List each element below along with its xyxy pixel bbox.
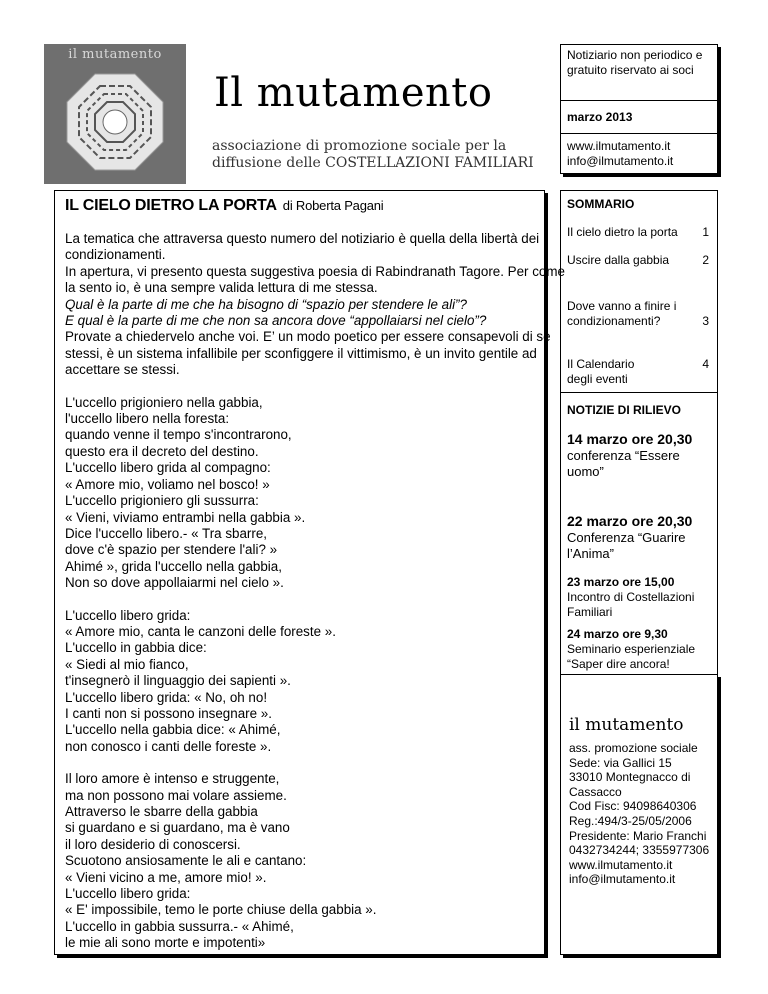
news-item-text: Incontro di Costellazioni Familiari [567,590,695,619]
toc-item-page: 4 [702,357,709,371]
info-line: ass. promozione sociale [569,741,698,755]
text-line: Provate a chiedervelo anche voi. E’ un modo poetico per essere consapevoli di se [65,329,551,345]
poem-line: « Amore mio, voliamo nel bosco! » [65,476,270,492]
newsletter-subtitle [212,138,542,172]
toc-item[interactable] [567,357,711,387]
toc-item[interactable] [567,225,711,240]
toc-item[interactable] [567,253,711,268]
poem-line: L'uccello libero grida al compagno: [65,460,271,476]
info-line: 33010 Montegnacco di [569,770,691,785]
toc-item-label: Il cielo dietro la porta [567,225,678,239]
logo [44,44,186,184]
poem-line: questo era il decreto del destino. [65,443,259,459]
poem-line: « Amore mio, canta le canzoni delle foreste ». [65,623,336,639]
poem-line: l'uccello libero nella foresta: [65,411,230,427]
poem-line: L'uccello nella gabbia dice: « Ahimé, [65,722,281,738]
news-item-text: conferenza “Essere uomo” [567,448,680,479]
toc-item[interactable] [567,299,711,329]
poem-line: L'uccello prigioniero nella gabbia, [65,394,263,410]
article-title-text: IL CIELO DIETRO LA PORTA [65,197,277,214]
toc-item-page: 1 [702,225,709,239]
contact-block [561,135,717,175]
news-item [567,513,711,562]
poem-line: « E' impossibile, temo le porte chiuse della gabbia ». [65,902,377,918]
poem-line: si guardano e si guardano, ma è vano [65,820,290,836]
poem-line: Dice l'uccello libero.- « Tra sbarre, [65,525,268,541]
text-line: condizionamenti. [65,247,166,263]
article-intro [65,231,565,379]
table-of-contents [560,190,718,392]
news-item-text: Conferenza “Guarire l’Anima” [567,530,686,561]
newsletter-title: Il mutamento [214,70,493,116]
news-item-date: 24 marzo ore 9,30 [567,627,668,641]
article-author: di Roberta Pagani [282,198,384,213]
info-line: Presidente: Mario Franchi [569,828,707,843]
info-line: Cassacco [569,784,622,799]
poem-line: L'uccello libero grida: [65,607,191,623]
news-item [567,431,711,480]
association-name: il mutamento [569,715,684,735]
info-line: Cod Fisc: 94098640306 [569,799,697,814]
poem-stanza [65,395,540,592]
poem-line: L'uccello prigioniero gli sussurra: [65,493,259,509]
bagua-icon [65,72,165,172]
news-item [567,627,711,671]
association-details [569,741,709,887]
poem-line: I canti non si possono insegnare ». [65,705,272,721]
poem-line: L'uccello in gabbia dice: [65,640,207,656]
news-highlights [560,392,718,674]
poem-line: quando venne il tempo s'incontrarono, [65,427,292,443]
poem-line: t'insegnerò il linguaggio dei sapienti ». [65,673,291,689]
main-article [54,190,565,955]
text-line: stessi, è un sistema infallibile per sconfiggere il vittimismo, è un invito gentile ad [65,345,537,361]
news-item-text: Seminario esperienziale “Saper dire ancora! [567,642,696,671]
issue-date: marzo 2013 [561,98,717,134]
email-link[interactable]: info@ilmutamento.it [569,872,676,887]
article-title [65,197,383,215]
news-item [567,575,711,619]
info-line: Sede: via Gallici 15 [569,755,672,770]
poem-line: « Vieni, viviamo entrambi nella gabbia ». [65,509,306,525]
news-title: NOTIZIE DI RILIEVO [567,403,682,417]
poem-line: L'uccello libero grida: « No, oh no! [65,689,268,705]
issue-description-line: Notiziario non periodico e [567,48,703,62]
poem-line: Il loro amore è intenso e struggente, [65,771,280,787]
poem-line: Attraverso le sbarre della gabbia [65,804,258,819]
issue-description-line: gratuito riservato ai soci [567,63,694,77]
logo-text: il mutamento [68,47,162,62]
info-line: 0432734244; 3355977306 [569,843,710,858]
toc-item-label: Il Calendario degli eventi [567,357,635,386]
text-line: E qual è la parte di me che non sa ancora dove “appollaiarsi nel cielo”? [65,313,487,329]
text-line: accettare se stessi. [65,362,180,378]
news-item-date: 22 marzo ore 20,30 [567,513,693,529]
poem-line: « Siedi al mio fianco, [65,656,189,672]
issue-info-box [560,44,718,174]
news-item-date: 14 marzo ore 20,30 [567,431,693,447]
poem-line: L'uccello libero grida: [65,886,191,902]
poem-line: dove c'è spazio per stendere l'ali? » [65,542,278,558]
poem-line: non conosco i canti delle foreste ». [65,738,272,754]
poem-line: Ahimé », grida l'uccello nella gabbia, [65,558,282,574]
toc-item-page: 3 [702,314,709,328]
website-link[interactable]: www.ilmutamento.it [569,857,673,872]
news-item-date: 23 marzo ore 15,00 [567,575,675,589]
text-line: In apertura, vi presento questa suggestiva poesia di Rabindranath Tagore. Per come [65,263,565,279]
article-body [65,231,565,968]
poem-line: le mie ali sono morte e impotenti» [65,935,266,951]
poem-line: il loro desiderio di conoscersi. [65,836,241,852]
info-line: Reg.:494/3-25/05/2006 [569,813,692,828]
issue-description [561,45,717,101]
poem-stanza [65,771,540,951]
poem-stanza [65,608,540,756]
email-link[interactable]: info@ilmutamento.it [567,154,674,168]
poem-line: Scuotono ansiosamente le ali e cantano: [65,853,307,869]
text-line: Qual è la parte di me che ha bisogno di “spazio per stendere le ali”? [65,296,467,312]
association-info [560,674,718,955]
website-link[interactable]: www.ilmutamento.it [567,139,671,153]
subtitle-line: diffusione delle COSTELLAZIONI FAMILIARI [212,155,534,171]
text-line: la sento io, è una sempre valida lettura di me stessa. [65,280,378,296]
toc-item-page: 2 [702,253,709,267]
toc-title: SOMMARIO [567,197,635,211]
poem-line: ma non possono mai volare assieme. [65,787,287,803]
poem-line: L'uccello in gabbia sussurra.- « Ahimé, [65,918,294,934]
text-line: La tematica che attraversa questo numero del notiziario è quella della libertà dei [65,231,540,246]
subtitle-line: associazione di promozione sociale per la [212,138,507,154]
poem-line: « Vieni vicino a me, amore mio! ». [65,869,267,885]
poem-line: Non so dove appollaiarmi nel cielo ». [65,575,284,591]
toc-item-label: Uscire dalla gabbia [567,253,670,267]
toc-item-label: Dove vanno a finire i condizionamenti? [567,299,677,328]
